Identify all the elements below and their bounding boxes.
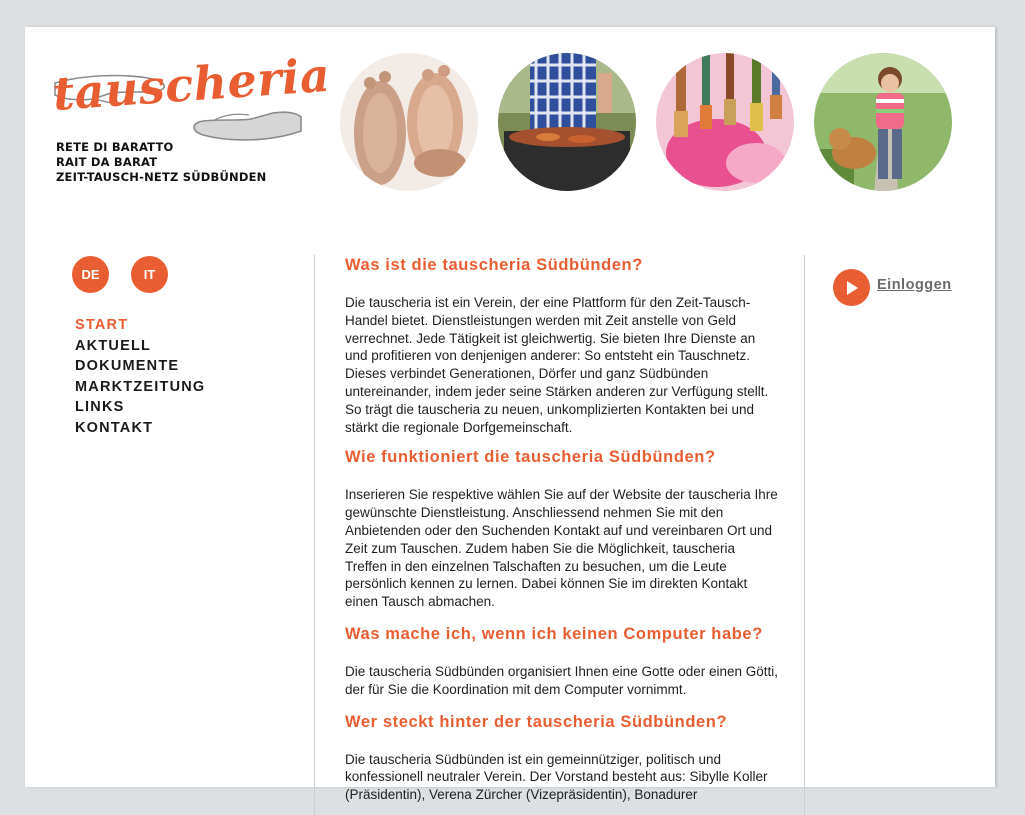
nav-item-marktzeitung[interactable]: MARKTZEITUNG — [75, 378, 206, 395]
nav-item-dokumente[interactable]: DOKUMENTE — [75, 358, 180, 374]
section-body: Inserieren Sie respektive wählen Sie auf der Website der tauscheria Ihre gewünschte Dienstleistung. Anschliessend nehmen Sie mit den Anbietenden oder den Suchenden Kontakt auf und vereinbaren Ort und Zeit zum Tauschen. Zudem haben Sie die Möglichkeit, tauscheria Treffen in den einzelnen Talschaften zu besuchen, um die Leute persönlich kennen zu lernen. Dabei können Sie im direkten Kontakt einen Tausch abmachen. — [345, 487, 778, 610]
section-heading: Was ist die tauscheria Südbünden? — [345, 256, 643, 274]
barbecue-grill-photo — [498, 53, 636, 191]
nav-item-links[interactable]: LINKS — [75, 399, 125, 415]
nav-item-kontakt[interactable]: KONTAKT — [75, 419, 154, 436]
column-divider-right — [804, 255, 805, 815]
login-arrow-icon[interactable] — [833, 269, 870, 306]
tauscheria-logo[interactable] — [51, 47, 332, 187]
page-container — [25, 27, 995, 803]
login-link[interactable]: Einloggen — [877, 277, 952, 293]
nav-item-start[interactable]: START — [75, 317, 129, 333]
foot-massage-photo — [340, 53, 478, 191]
section-body: Die tauscheria ist ein Verein, der eine Plattform für den Zeit-Tausch-Handel bietet. Dienstleistungen werden mit Zeit anstelle von Geld verrechnet. Jede Tätigkeit ist gleichwertig. Sie bieten Ihre Dienste an und profitieren von denjenigen anderer: So entsteht ein Tauschnetz. Dieses verbindet Generationen, Dörfer und ganz Südbünden untereinander, indem jeder seine Stärken anderen zur Verfügung stellt. So trägt die tauscheria zu neuen, unkomplizierten Kontakten bei und stärkt die regionale Dorfgemeinschaft. — [345, 295, 769, 435]
logo-wordmark: tauscheria — [51, 47, 332, 121]
column-divider-left — [314, 255, 315, 815]
logo-tagline — [56, 140, 266, 185]
girl-with-dog-photo — [814, 53, 952, 191]
tagline-line: RAIT DA BARAT — [56, 155, 158, 169]
language-de-button[interactable]: DE — [72, 256, 109, 293]
nav-item-aktuell[interactable]: AKTUELL — [75, 337, 152, 354]
tagline-line: ZEIT-TAUSCH-NETZ SÜDBÜNDEN — [56, 170, 267, 184]
tagline-line: RETE DI BARATTO — [56, 140, 174, 154]
section-heading: Was mache ich, wenn ich keinen Computer habe? — [345, 624, 763, 643]
paint-brushes-photo — [656, 53, 794, 191]
language-it-button[interactable]: IT — [131, 256, 168, 293]
section-heading: Wie funktioniert die tauscheria Südbünden? — [345, 448, 716, 467]
section-body: Die tauscheria Südbünden ist ein gemeinnütziger, politisch und konfessionell neutraler Verein. Der Vorstand besteht aus: Sibylle Koller (Präsidentin), Verena Zürcher (Vizepräsidentin), Bonadurer — [345, 751, 768, 803]
section-heading: Wer steckt hinter der tauscheria Südbünden? — [345, 712, 728, 731]
main-navigation — [75, 315, 205, 438]
main-content — [345, 253, 780, 804]
section-body: Die tauscheria Südbünden organisiert Ihnen eine Gotte oder einen Götti, der für Sie die Koordination mit dem Computer vornimmt. — [345, 663, 779, 697]
